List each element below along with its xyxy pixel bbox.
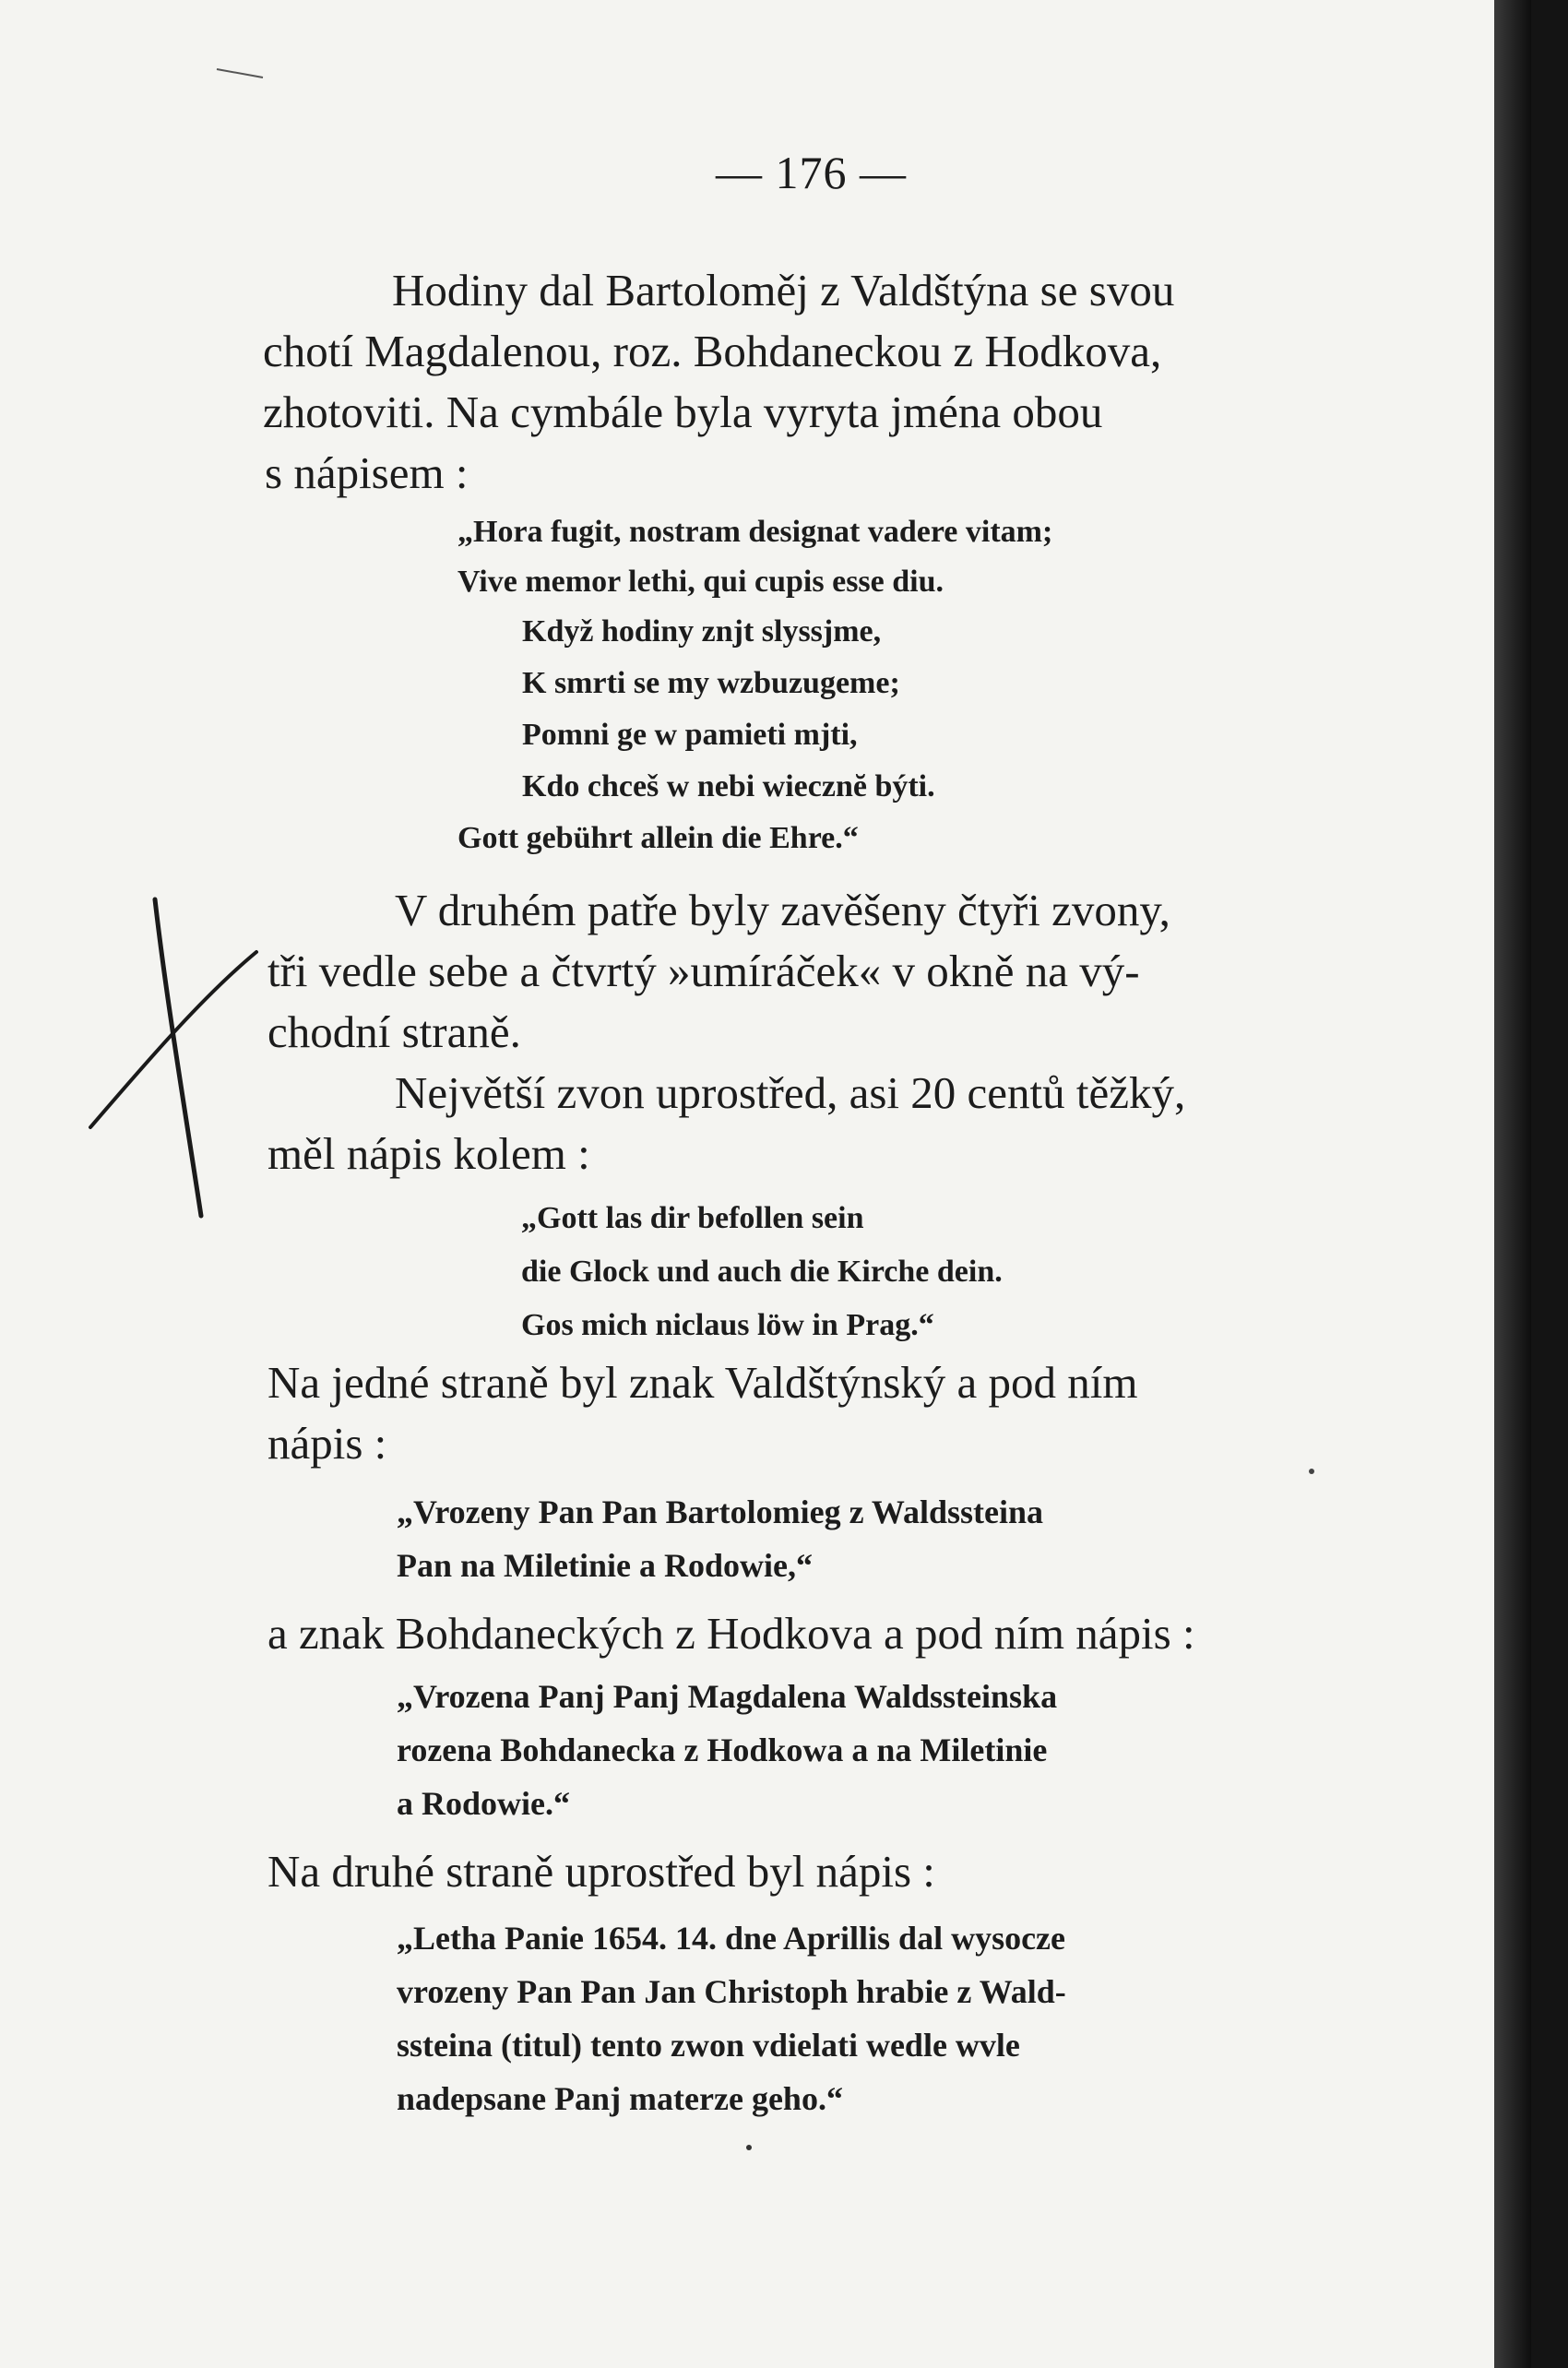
inscription1-line-3: Když hodiny znjt slyssjme, bbox=[522, 614, 882, 649]
para3-line-2: měl nápis kolem : bbox=[267, 1128, 590, 1179]
inscription2-line-3: Gos mich niclaus löw in Prag.“ bbox=[521, 1308, 934, 1342]
para1-line-3: zhotoviti. Na cymbále byla vyryta jména obou bbox=[263, 387, 1103, 437]
para1-line-2: chotí Magdalenou, roz. Bohdaneckou z Hodkova, bbox=[263, 326, 1162, 376]
para6-line: Na druhé straně uprostřed byl nápis : bbox=[267, 1846, 935, 1897]
inscription2-line-1: „Gott las dir befollen sein bbox=[521, 1201, 864, 1235]
para2-line-2: tři vedle sebe a čtvrtý »umíráček« v okně na vý- bbox=[267, 946, 1140, 996]
inscription1-line-7: Gott gebührt allein die Ehre.“ bbox=[457, 821, 859, 855]
inscription5-line-1: „Letha Panie 1654. 14. dne Aprillis dal wysocze bbox=[397, 1920, 1066, 1957]
para4-line-1: Na jedné straně byl znak Valdštýnský a pod ním bbox=[267, 1357, 1138, 1408]
inscription5-line-2: vrozeny Pan Pan Jan Christoph hrabie z Wald- bbox=[397, 1973, 1066, 2010]
inscription4-line-1: „Vrozena Panj Panj Magdalena Waldssteinska bbox=[397, 1678, 1058, 1715]
para2-line-1: V druhém patře byly zavěšeny čtyři zvony, bbox=[395, 885, 1170, 935]
inscription5-line-4: nadepsane Panj materze geho.“ bbox=[397, 2080, 843, 2117]
inscription2-line-2: die Glock und auch die Kirche dein. bbox=[521, 1255, 1003, 1289]
inscription1-line-6: Kdo chceš w nebi wiecznĕ býti. bbox=[522, 769, 935, 803]
inscription4-line-3: a Rodowie.“ bbox=[397, 1785, 570, 1822]
para4-line-2: nápis : bbox=[267, 1418, 387, 1469]
inscription4-line-2: rozena Bohdanecka z Hodkowa a na Miletinie bbox=[397, 1731, 1048, 1768]
inscription5-line-3: ssteina (titul) tento zwon vdielati wedle wvle bbox=[397, 2027, 1020, 2064]
inscription1-line-1: „Hora fugit, nostram designat vadere vitam; bbox=[457, 515, 1053, 549]
para1-line-4: s nápisem : bbox=[265, 447, 469, 498]
inscription1-line-2: Vive memor lethi, qui cupis esse diu. bbox=[457, 565, 944, 599]
para3-line-1: Největší zvon uprostřed, asi 20 centů těžký, bbox=[395, 1067, 1186, 1118]
inscription1-line-5: Pomni ge w pamieti mjti, bbox=[522, 718, 858, 752]
para2-line-3: chodní straně. bbox=[267, 1006, 521, 1057]
inscription3-line-1: „Vrozeny Pan Pan Bartolomieg z Waldssteina bbox=[397, 1493, 1043, 1530]
inscription1-line-4: K smrti se my wzbuzugeme; bbox=[522, 666, 900, 700]
para5-line: a znak Bohdaneckých z Hodkova a pod ním nápis : bbox=[267, 1608, 1195, 1659]
page-number: — 176 — bbox=[716, 147, 907, 198]
scan-edge-shadow bbox=[1494, 0, 1531, 2368]
inscription3-line-2: Pan na Miletinie a Rodowie,“ bbox=[397, 1547, 813, 1584]
para1-line-1: Hodiny dal Bartoloměj z Valdštýna se svou bbox=[392, 265, 1175, 315]
